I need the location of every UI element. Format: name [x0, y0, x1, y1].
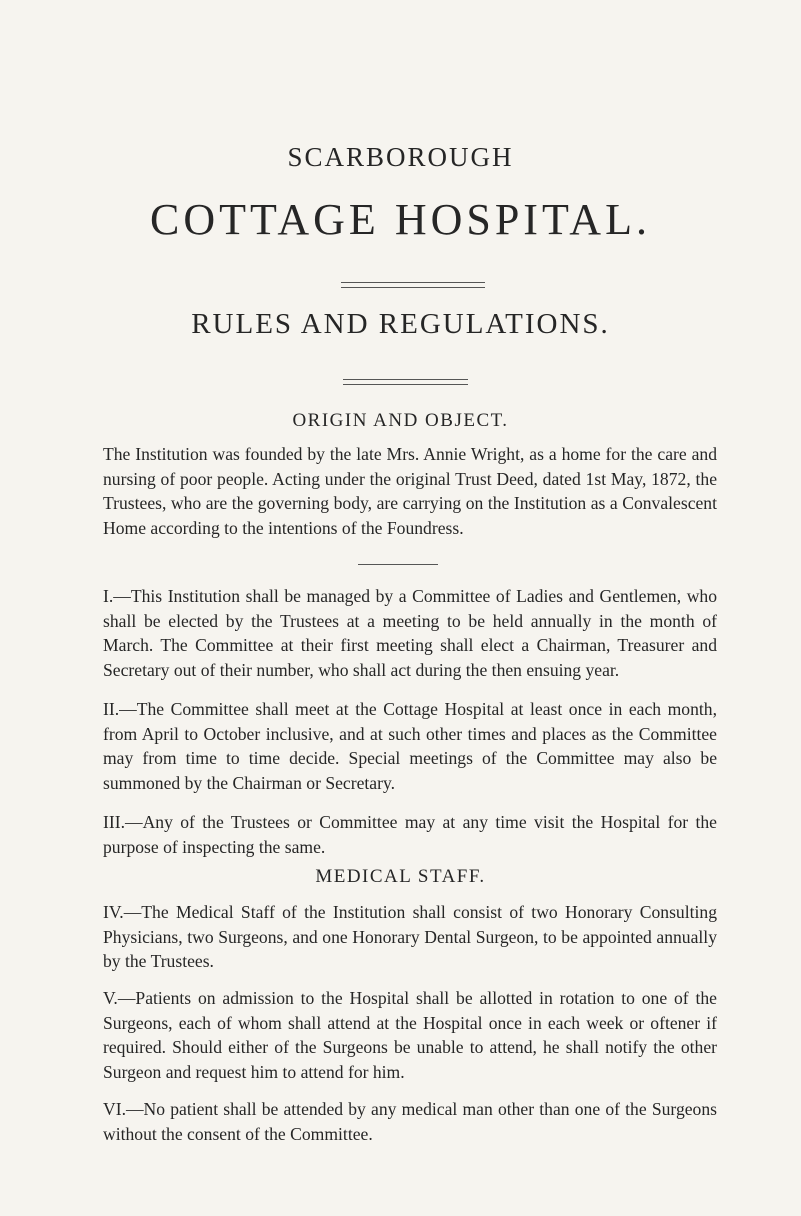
- rule-3-paragraph: III.—Any of the Trustees or Committee may at any time visit the Hospital for the purpose of inspecting the same.: [103, 812, 717, 857]
- title-rules-and-regulations: RULES AND REGULATIONS.: [191, 308, 610, 340]
- origin-paragraph: The Institution was founded by the late Mrs. Annie Wright, as a home for the care and nursing of poor people. Acting under the original Trust Deed, dated 1st May, 1872, the Trustees, who are the governing body, are carrying on the Institution as a Convalescent Home according to the intentions of the Foundress.: [103, 444, 717, 538]
- rule-2-paragraph: II.—The Committee shall meet at the Cottage Hospital at least once in each month, from April to October inclusive, and at such other times and places as the Committee may from time to time decide. Special meetings of the Committee may also be summoned by the Chairman or Secretary.: [103, 699, 717, 793]
- origin-heading: ORIGIN AND OBJECT.: [292, 410, 509, 431]
- double-rule-top: [341, 282, 485, 288]
- medical-staff-heading: MEDICAL STAFF.: [315, 866, 486, 887]
- double-rule-bottom: [343, 379, 468, 385]
- rule-6-paragraph: VI.—No patient shall be attended by any medical man other than one of the Surgeons without the consent of the Committee.: [103, 1099, 717, 1144]
- rule-5-paragraph: V.—Patients on admission to the Hospital shall be allotted in rotation to one of the Surgeons, each of whom shall attend at the Hospital once in each week or oftener if required. Should either of the Surgeons be unable to attend, he shall notify the other Surgeon and request him to attend for him.: [103, 988, 717, 1082]
- title-cottage-hospital: COTTAGE HOSPITAL.: [150, 195, 651, 244]
- section-divider: [358, 564, 438, 565]
- title-scarborough: SCARBOROUGH: [287, 142, 514, 172]
- rule-1-paragraph: I.—This Institution shall be managed by a Committee of Ladies and Gentlemen, who shall be elected by the Trustees at a meeting to be held annually in the month of March. The Committee at their first meeting shall elect a Chairman, Treasurer and Secretary out of their number, who shall act during the then ensuing year.: [103, 586, 717, 680]
- rule-4-paragraph: IV.—The Medical Staff of the Institution shall consist of two Honorary Consulting Physicians, two Surgeons, and one Honorary Dental Surgeon, to be appointed annually by the Trustees.: [103, 902, 717, 972]
